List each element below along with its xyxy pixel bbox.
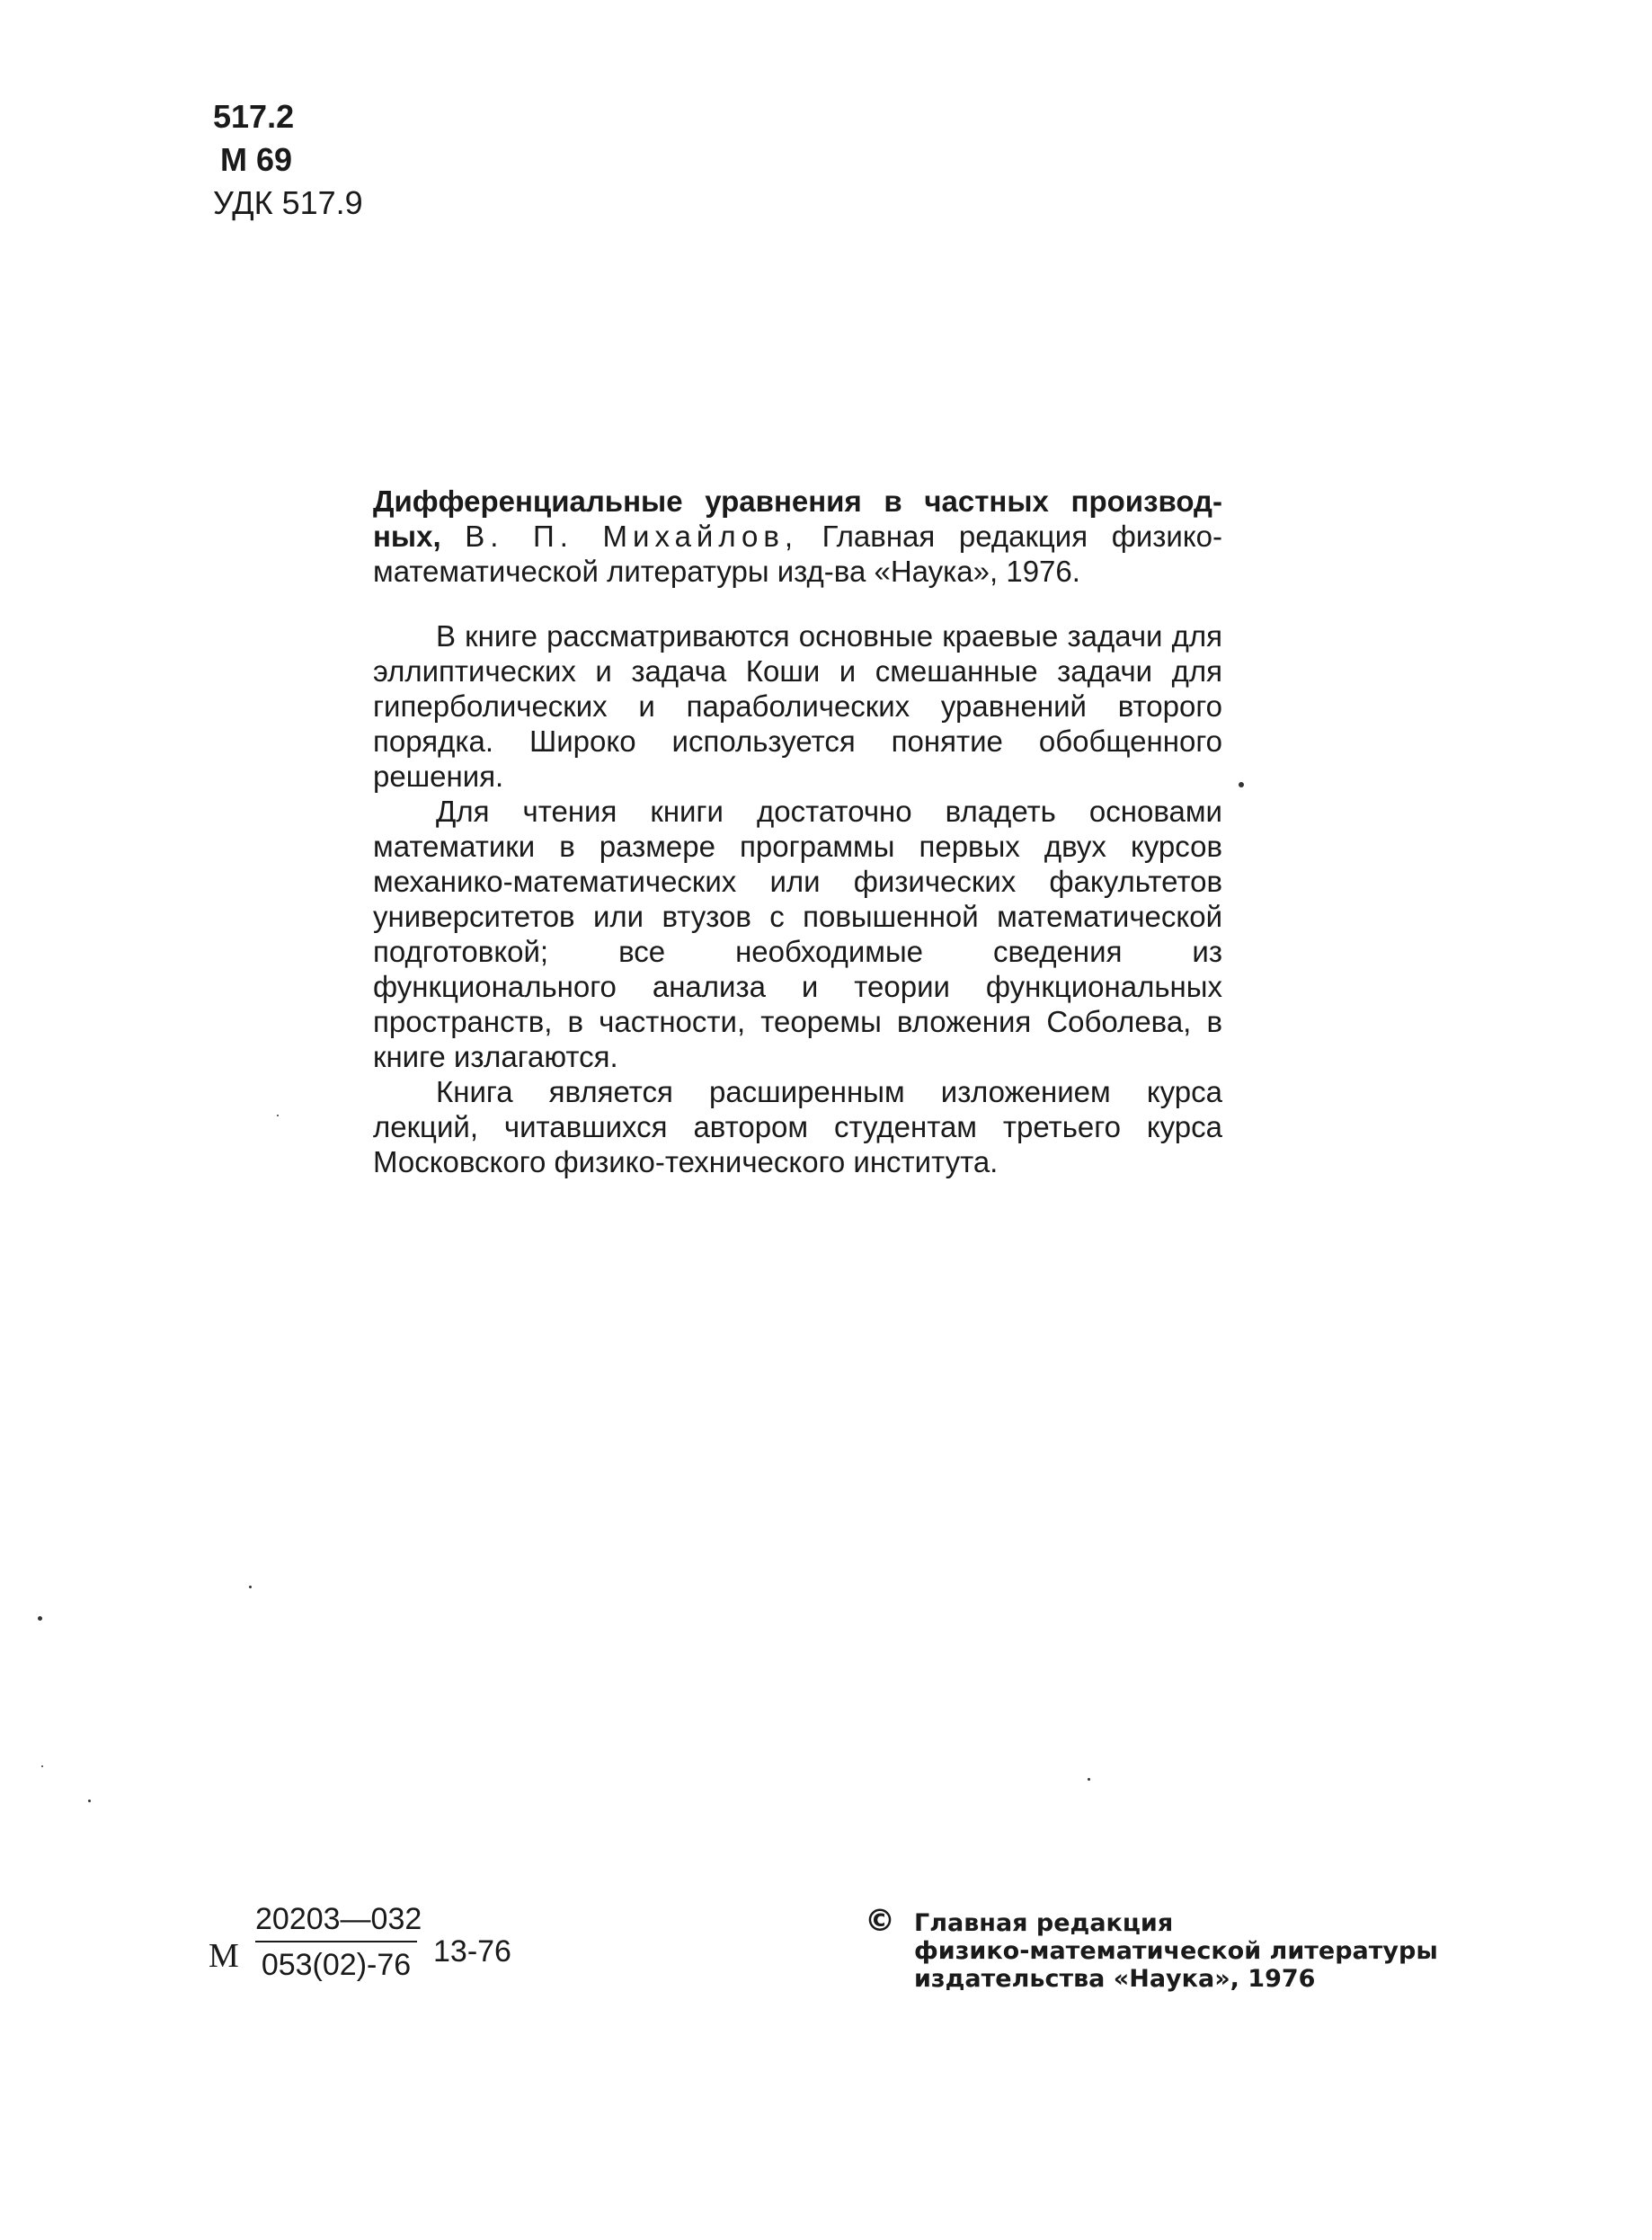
scan-speck (249, 1586, 252, 1588)
annotation-block (373, 484, 1222, 1179)
scan-speck (38, 1616, 42, 1621)
scan-speck (41, 1765, 43, 1767)
annotation-paragraph: Книга является расширенным изложением курса лекций, читавшихся автором студентам третьего курса Московского физико-технического института. (373, 1075, 1222, 1178)
catalog-letter: М (209, 1937, 239, 1975)
annotation-paragraph: В книге рассматриваются основные краевые задачи для эллиптических и задача Коши и смешанные задачи для гиперболических и параболических уравнений второго порядка. Широко используется понятие обобщенного решения. (373, 619, 1222, 793)
catalog-denominator: 053(02)-76 (261, 1948, 412, 1982)
bbk-code: 517.2 (213, 98, 295, 135)
annotation-paragraph: Для чтения книги достаточно владеть основами математики в размере программы первых двух курсов механико-математических или физических факультетов университетов или втузов с повышенной математической подготовкой; все необходимые сведения из функционального анализа и теории функциональных пространств, в частности, теоремы вложения Соболева, в книге излагаются. (373, 795, 1222, 1073)
udc-code: УДК 517.9 (213, 184, 363, 221)
scan-speck (1239, 782, 1244, 787)
catalog-numerator: 20203—032 (255, 1902, 417, 1942)
catalog-fraction (255, 1902, 422, 1983)
catalog-suffix: 13-76 (433, 1934, 511, 1969)
scan-speck (277, 1115, 279, 1116)
author-mark: М 69 (220, 141, 293, 178)
scan-speck (88, 1800, 91, 1802)
copyright-line: издательства «Наука», 1976 (914, 1965, 1316, 1993)
scan-speck (1088, 1778, 1090, 1781)
book-author: В. П. Михайлов, (465, 520, 799, 553)
classification-codes (213, 95, 363, 225)
copyright-line: Главная редакция (914, 1909, 1174, 1937)
book-title: Дифференциальные уравнения в частных производ-ных, (373, 484, 1222, 553)
copyright-line: физико-математической литературы (914, 1937, 1438, 1965)
book-publisher: Главная редакция физико-математической литературы изд-ва «Наука», 1976. (373, 520, 1222, 588)
copyright-icon: © (865, 1903, 895, 1939)
copyright-text (914, 1909, 1438, 1993)
bibliographic-description (373, 484, 1222, 589)
